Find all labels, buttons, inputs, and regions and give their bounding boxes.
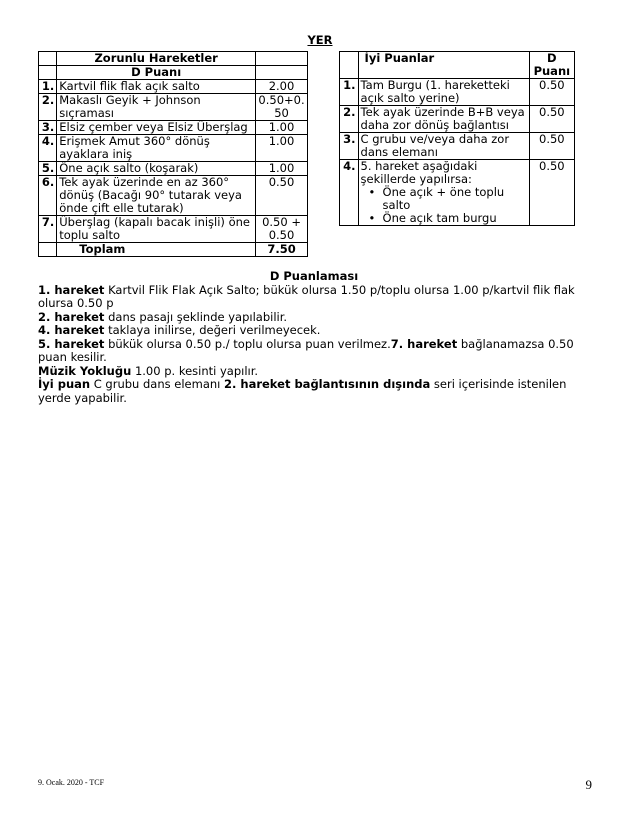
scoring-bold: 2. hareket bbox=[38, 309, 105, 324]
scoring-line bbox=[38, 378, 590, 405]
scoring-text: dans pasajı şeklinde yapılabilir. bbox=[104, 309, 288, 324]
mandatory-moves-table bbox=[38, 51, 308, 257]
empty-cell bbox=[39, 243, 57, 257]
scoring-bold: İyi puan bbox=[38, 377, 91, 391]
row-text: Überşlag (kapalı bacak inişli) öne toplu salto bbox=[57, 216, 256, 243]
empty-cell bbox=[340, 52, 359, 79]
row-value: 0.50 bbox=[529, 79, 574, 106]
scoring-text: C grubu dans elemanı bbox=[90, 377, 225, 391]
empty-cell bbox=[256, 66, 308, 80]
row-value: 1.00 bbox=[256, 135, 308, 162]
table-row bbox=[340, 133, 575, 160]
row-number: 6. bbox=[39, 176, 57, 216]
table-header-value: D Puanı bbox=[529, 52, 574, 79]
row-text: Erişmek Amut 360° dönüş ayaklara iniş bbox=[57, 135, 256, 162]
scoring-line bbox=[38, 324, 590, 338]
scoring-text: seri içerisinde istenilen yerde yapabilir. bbox=[38, 377, 567, 405]
total-value: 7.50 bbox=[256, 243, 308, 257]
table-header: İyi Puanlar bbox=[358, 52, 529, 79]
scoring-line bbox=[38, 365, 590, 379]
row-value: 0.50 bbox=[529, 160, 574, 226]
row-text: Tek ayak üzerinde en az 360° dönüş (Bacağı 90° tutarak veya önde çift elle tutarak) bbox=[57, 176, 256, 216]
table-header: Zorunlu Hareketler bbox=[57, 52, 256, 66]
scoring-line bbox=[38, 338, 590, 365]
row-value: 1.00 bbox=[256, 121, 308, 135]
table-subheader: D Puanı bbox=[57, 66, 256, 80]
scoring-bold: 7. hareket bbox=[390, 336, 458, 351]
row-value: 0.50 bbox=[256, 176, 308, 216]
scoring-title: D Puanlaması bbox=[269, 269, 359, 283]
table-row bbox=[39, 94, 308, 121]
row-text-cell bbox=[358, 106, 529, 133]
row-value: 0.50 + 0.50 bbox=[256, 216, 308, 243]
table-row bbox=[340, 79, 575, 106]
row-text: C grubu ve/veya daha zor dans elemanı bbox=[360, 132, 510, 159]
scoring-bold: 4. hareket bbox=[38, 323, 105, 337]
scoring-text: taklaya inilirse, değeri verilmeyecek. bbox=[104, 323, 321, 337]
row-number: 1. bbox=[39, 80, 57, 94]
scoring-bold: Müzik Yokluğu bbox=[38, 363, 132, 378]
table-row bbox=[39, 162, 308, 176]
row-number: 7. bbox=[39, 216, 57, 243]
row-text-cell bbox=[358, 133, 529, 160]
table-row bbox=[39, 135, 308, 162]
table-row bbox=[340, 160, 575, 226]
row-number: 2. bbox=[39, 94, 57, 121]
bullet-item: • Öne açık + öne toplu salto bbox=[383, 186, 527, 212]
scoring-text: 1.00 p. kesinti yapılır. bbox=[131, 363, 259, 378]
row-value: 0.50 bbox=[529, 133, 574, 160]
row-value: 0.50+0. 50 bbox=[256, 94, 308, 121]
footer-date: 9. Ocak. 2020 - TCF bbox=[38, 778, 105, 787]
scoring-text: bükük olursa 0.50 p./ toplu olursa puan verilmez. bbox=[104, 336, 391, 351]
table-row bbox=[39, 176, 308, 216]
row-number: 2. bbox=[340, 106, 359, 133]
scoring-text: bağlanamazsa 0.50 puan kesilir. bbox=[38, 336, 574, 364]
row-number: 4. bbox=[340, 160, 359, 226]
scoring-bold: 5. hareket bbox=[38, 336, 105, 351]
row-text: Öne açık salto (koşarak) bbox=[57, 162, 256, 176]
bonus-points-table bbox=[339, 51, 575, 226]
scoring-bold: 1. hareket bbox=[38, 282, 105, 297]
row-text-cell bbox=[358, 160, 529, 226]
row-number: 3. bbox=[39, 121, 57, 135]
page-number: 9 bbox=[585, 777, 592, 792]
table-row bbox=[340, 106, 575, 133]
total-label: Toplam bbox=[57, 243, 256, 257]
scoring-section bbox=[38, 270, 590, 405]
scoring-text: Kartvil Flik Flak Açık Salto; bükük olursa 1.50 p/toplu olursa 1.00 p/kartvil flik flak olursa 0.50 p bbox=[38, 282, 575, 310]
scoring-bold: 2. hareket bağlantısının dışında bbox=[224, 377, 431, 391]
scoring-line bbox=[38, 311, 590, 325]
row-text: Makaslı Geyik + Johnson sıçraması bbox=[57, 94, 256, 121]
row-number: 4. bbox=[39, 135, 57, 162]
empty-cell bbox=[39, 52, 57, 66]
row-text: Tam Burgu (1. hareketteki açık salto yerine) bbox=[360, 78, 510, 105]
row-value: 0.50 bbox=[529, 106, 574, 133]
row-text: Tek ayak üzerinde B+B veya daha zor dönüş bağlantısı bbox=[360, 105, 525, 132]
row-value: 1.00 bbox=[256, 162, 308, 176]
empty-cell bbox=[256, 52, 308, 66]
row-text: Elsiz çember veya Elsiz Überşlag bbox=[57, 121, 256, 135]
scoring-line bbox=[38, 284, 590, 311]
row-text-cell bbox=[358, 79, 529, 106]
table-row bbox=[39, 80, 308, 94]
row-number: 3. bbox=[340, 133, 359, 160]
table-row bbox=[39, 121, 308, 135]
row-number: 5. bbox=[39, 162, 57, 176]
row-number: 1. bbox=[340, 79, 359, 106]
row-text: Kartvil flik flak açık salto bbox=[57, 80, 256, 94]
bullet-item: • Öne açık tam burgu bbox=[383, 212, 527, 225]
empty-cell bbox=[39, 66, 57, 80]
table-row bbox=[39, 216, 308, 243]
row-text: 5. hareket aşağıdaki şekillerde yapılırsa: bbox=[360, 159, 478, 186]
bullet-list bbox=[361, 186, 527, 225]
row-value: 2.00 bbox=[256, 80, 308, 94]
page-title: YER bbox=[307, 33, 333, 47]
